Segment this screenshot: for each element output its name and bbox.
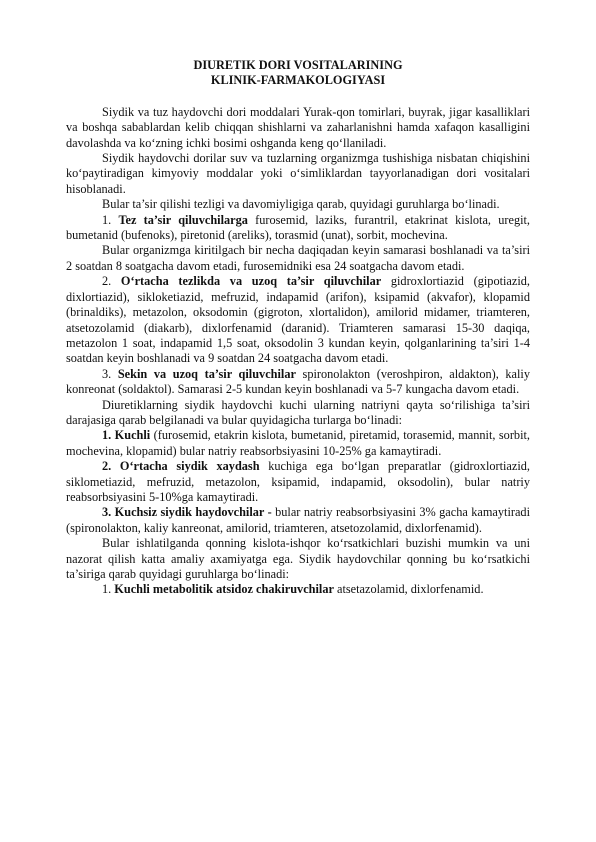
group-fast-acting — [66, 213, 530, 244]
group-number: 1. — [102, 582, 115, 597]
document-page — [66, 58, 530, 598]
group-number: 1. — [102, 212, 119, 227]
strength-heading: 3. Kuchsiz siydik haydovchilar - — [102, 505, 272, 520]
paragraph-definition: Siydik haydovchi dorilar suv va tuzlarning organizmga tushishiga nisbatan chiqishini ko‘paytiradigan kimyoviy moddalar yoki o‘simliklardan tayyorlanadigan dori vositalari hisoblanadi. — [66, 151, 530, 196]
title-line-1: DIURETIK DORI VOSITALARINING — [193, 58, 403, 72]
paragraph-strength-classification: Diuretiklarning siydik haydovchi kuchi ularning natriyni qayta so‘rilishiga ta’siri darajasiga qarab belgilanadi va bular quyidagicha turlarga bo‘linadi: — [66, 397, 530, 427]
strength-text: bular natriy reabsorbsiyasini 3% gacha kamaytiradi (spironolakton, kaliy kanreonat, amilorid, triamteren, atsetozolamid, dixlorfenamid). — [66, 505, 530, 535]
strength-weak — [66, 505, 530, 536]
strength-text: kuchiga ega bo‘lgan preparatlar (gidroxlortiazid, siklometiazid, mefruzid, metazolon, ksipamid, indapamid, oksodolin), bular natriy reabsorbsiyasini 5-10%ga kamaytiradi. — [66, 459, 530, 504]
paragraph-fast-duration: Bular organizmga kiritilgach bir necha daqiqadan keyin samarasi boshlanadi va ta’siri 2 soatdan 8 soatgacha davom etadi, furosemidniki esa 24 soatgacha davom etadi. — [66, 243, 530, 273]
paragraph-classification: Bular ta’sir qilishi tezligi va davomiyligiga qarab, quyidagi guruhlarga bo‘linadi. — [102, 197, 500, 212]
group-heading: Sekin va uzoq ta’sir qiluvchilar — [117, 366, 296, 381]
strength-heading: 1. Kuchli — [102, 428, 151, 443]
group-heading: Tez ta’sir qiluvchilarga — [118, 212, 248, 227]
paragraph-intro: Siydik va tuz haydovchi dori moddalari Yurak-qon tomirlari, buyrak, jigar kasalliklari va boshqa sabablardan kelib chiqqan shishlarni va zaharlanishni hamda xafaqon kasalligini davolashda va ko‘zning ichki bosimi oshganda keng qo‘llaniladi. — [66, 104, 530, 150]
strength-text: (furosemid, etakrin kislota, bumetanid, piretamid, torasemid, mannit, sorbit, mochevina, klopamid) bular natriy reabsorbsiyasini 10-25% ga kamaytiradi. — [66, 428, 530, 458]
paragraph-acid-base: Bular ishlatilganda qonning kislota-ishqor ko‘rsatkichlari buzishi mumkin va uni nazorat qilish katta amaliy axamiyatga ega. Siydik haydovchilar qonning bu ko‘rsatkichi ta’siriga qarab quyidagi guruhlarga bo‘linadi: — [66, 536, 530, 581]
group-text: atsetazolamid, dixlorfenamid. — [333, 582, 484, 597]
group-text: spironolakton (veroshpiron, aldakton), kaliy konreonat (soldaktol). Samarasi 2-5 kundan keyin boshlanadi va 5-7 kungacha davom etadi. — [66, 366, 530, 397]
group-slow-acting — [66, 367, 530, 398]
group-metabolic-acidosis — [66, 582, 530, 597]
strength-medium — [66, 459, 530, 505]
group-heading: Kuchli metabolitik atsidoz chakiruvchilar — [114, 582, 334, 597]
group-heading: O‘rtacha tezlikda va uzoq ta’sir qiluvchilar — [120, 274, 382, 289]
group-number: 2. — [102, 274, 121, 289]
group-text: gidroxlortiazid (gipotiazid, dixlortiazid), sikloketiazid, mefruzid, indapamid (arifon), ksipamid (akvafor), klopamid (brinaldiks), metazolon, oksodomin (gigroton, xlortalidon), amilorid midamer, triamteren, atsetozolamid (diakarb), dixlorfenamid (daranid). Triamteren samarasi 15-30 daqiqa, metazolon 1 soat, indapamid 1,5 soat, oksodolin 3 kundan keyin, qolganlarining ta’siri 1-4 soatdan keyin boshlanadi va 9 soatdan 24 soatgacha davom etadi. — [66, 274, 530, 366]
group-medium-acting — [66, 274, 530, 366]
group-number: 3. — [102, 366, 118, 381]
group-text: furosemid, laziks, furantril, etakrinat kislota, uregit, bumetanid (bufenoks), piretonid (areliks), torasmid (unat), sorbit, mochevina. — [66, 212, 530, 243]
title-line-2: KLINIK-FARMAKOLOGIYASI — [210, 73, 386, 88]
document-title — [66, 58, 530, 89]
strength-strong — [66, 428, 530, 459]
strength-heading: 2. O‘rtacha siydik xaydash — [102, 459, 260, 474]
